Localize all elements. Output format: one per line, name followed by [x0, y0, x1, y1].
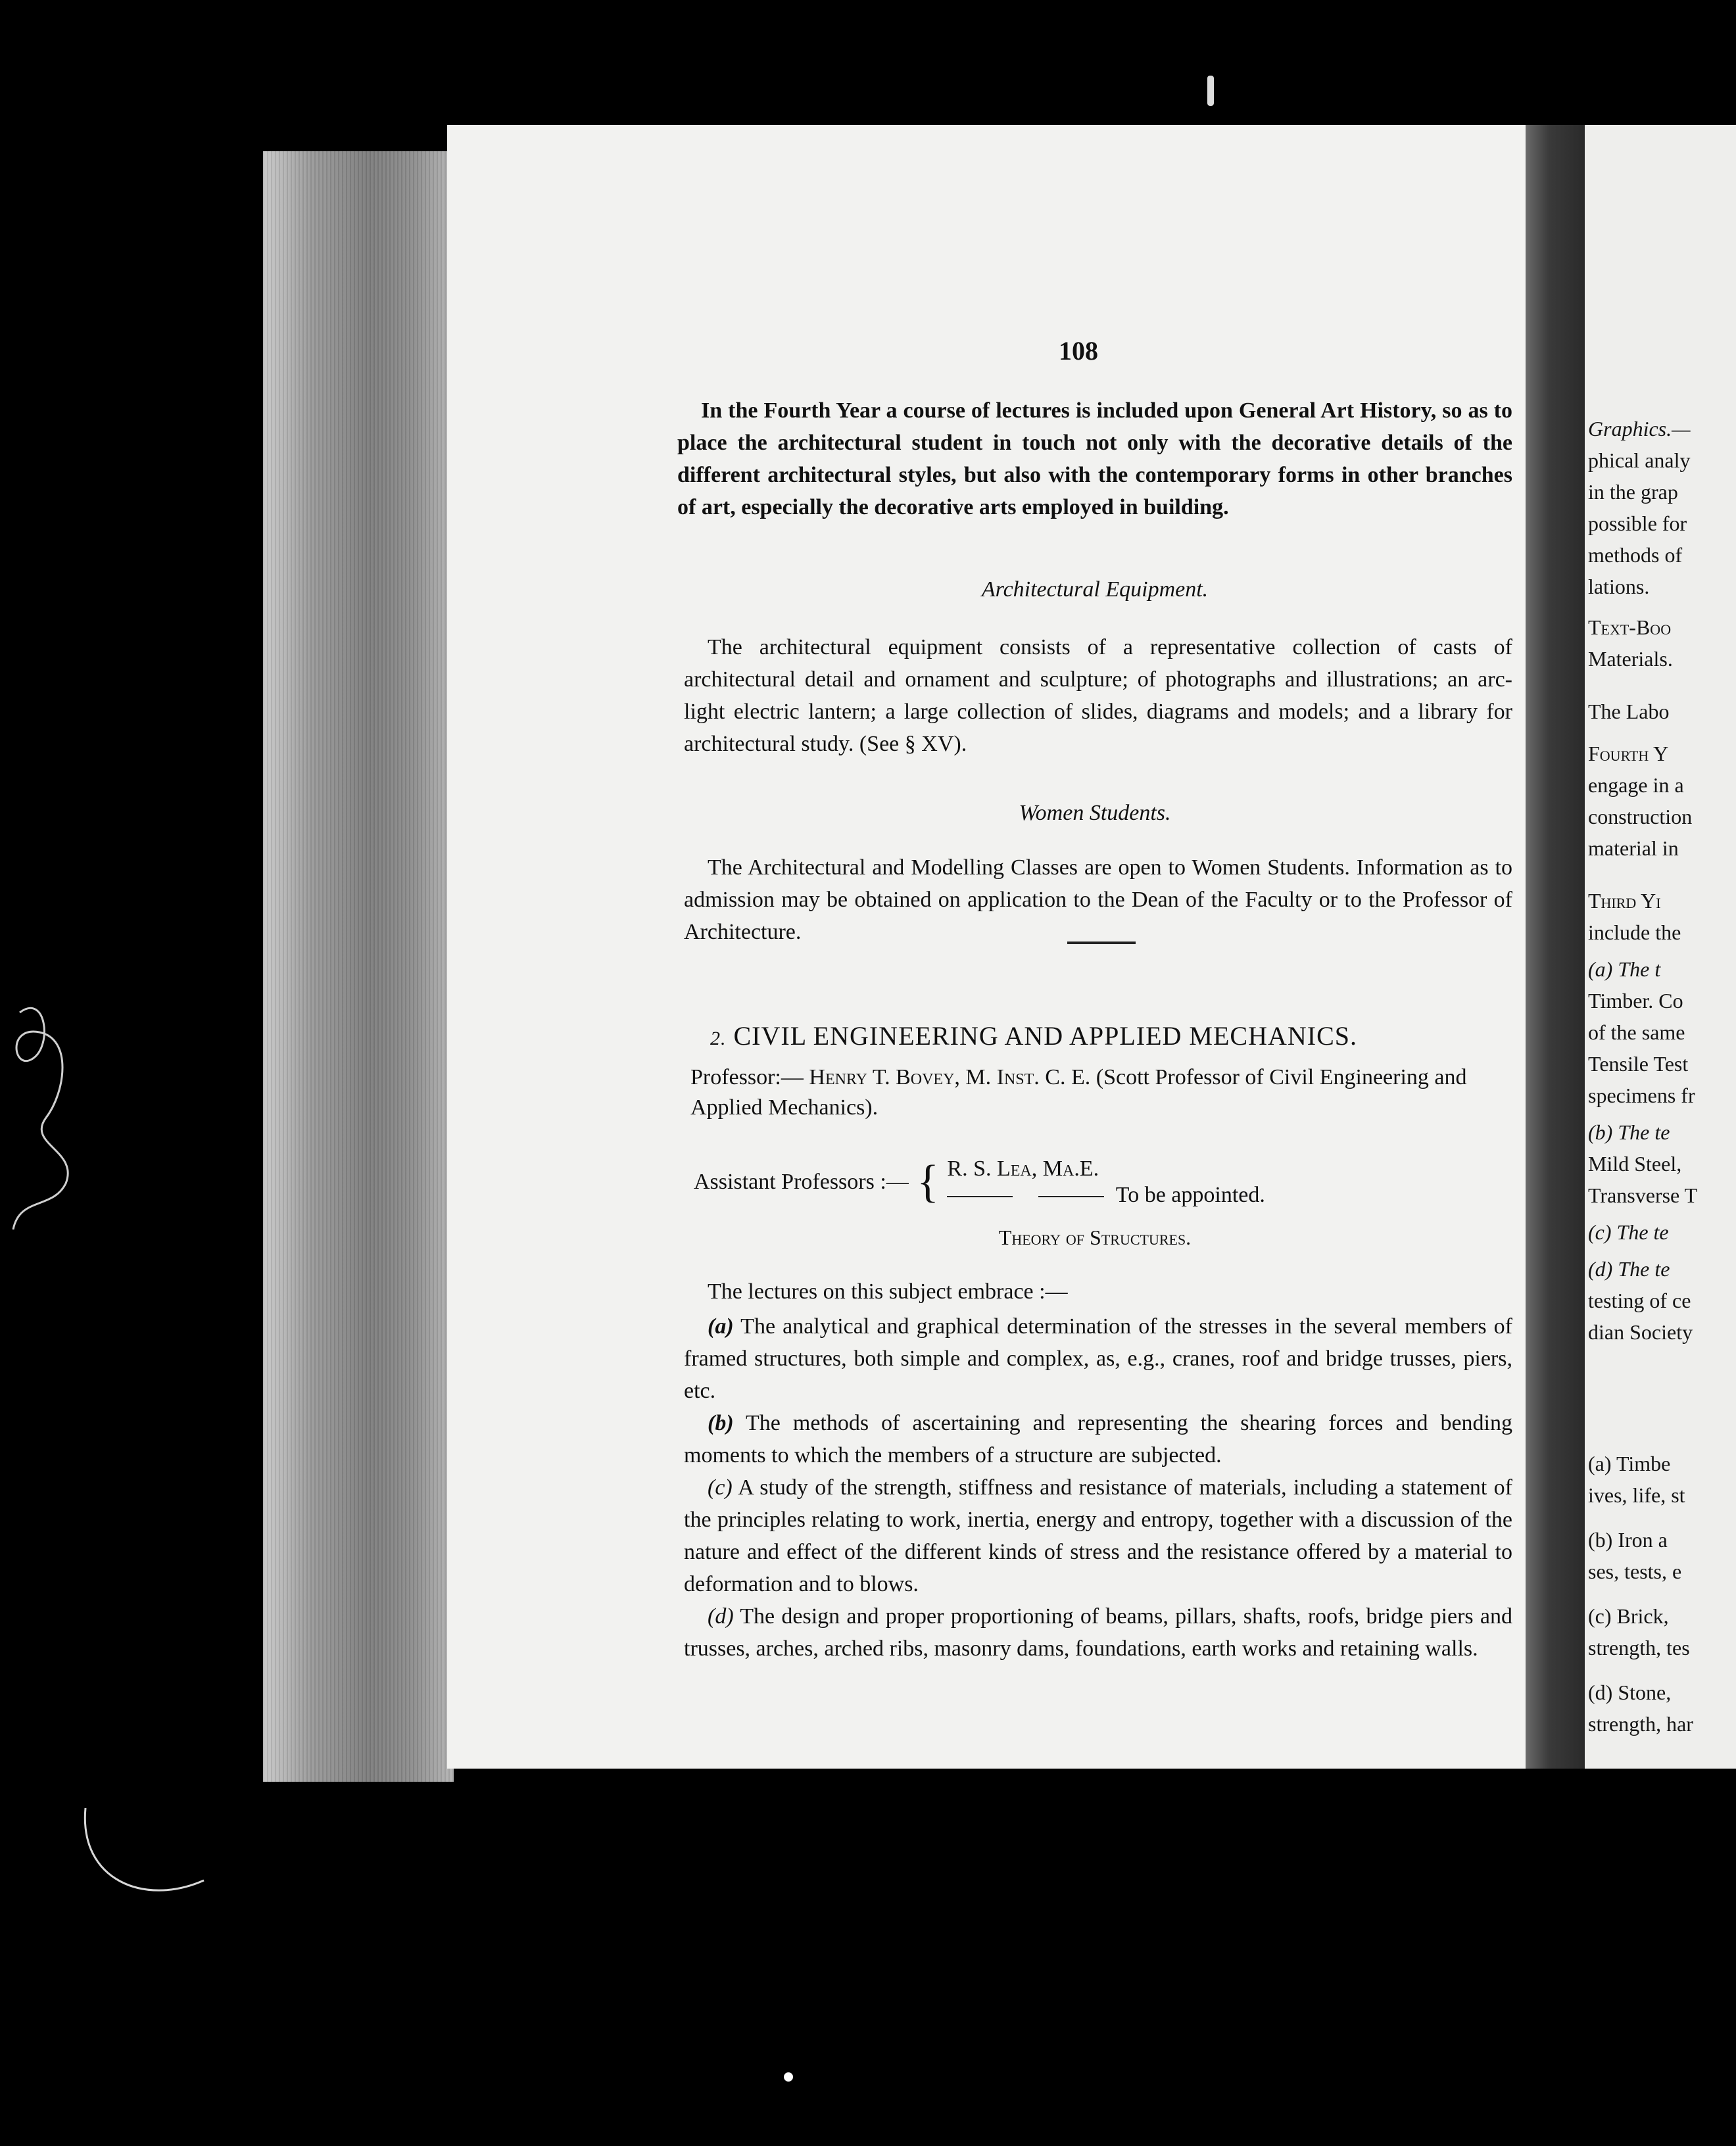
facing-line: Third Yi: [1588, 889, 1661, 913]
facing-line: (d) Stone,: [1588, 1681, 1672, 1704]
facing-line: The Labo: [1588, 700, 1670, 723]
heading-women-students: Women Students.: [1019, 801, 1171, 825]
facing-line: testing of ce: [1588, 1289, 1691, 1312]
facing-line: methods of: [1588, 543, 1683, 567]
scan-artifact-squiggle: [0, 986, 92, 1236]
scan-artifact-curve: [79, 1801, 210, 1907]
section-title: [710, 1020, 1499, 1051]
facing-line: (c) Brick,: [1588, 1604, 1669, 1628]
facing-line: material in: [1588, 836, 1679, 860]
item-label: (c): [708, 1475, 733, 1500]
facing-line: Materials.: [1588, 647, 1673, 671]
item-label: (a): [708, 1314, 734, 1339]
facing-line: specimens fr: [1588, 1084, 1695, 1107]
facing-line: strength, tes: [1588, 1636, 1690, 1659]
professor-label: Professor:—: [690, 1065, 804, 1089]
facing-line: (c) The te: [1588, 1220, 1669, 1244]
item-text: The methods of ascertaining and representing the shearing forces and bending moments to which the members of a structure are subjected.: [684, 1411, 1512, 1467]
assistant-2: To be appointed.: [1115, 1183, 1265, 1207]
facing-line: (b) Iron a: [1588, 1528, 1668, 1552]
subheading-theory: Theory of Structures.: [998, 1226, 1192, 1249]
professor-title: (Scott Professor of Civil Engineering and Applied Mechanics).: [690, 1065, 1467, 1120]
facing-line: Timber. Co: [1588, 989, 1683, 1013]
assistant-1: R. S. Lea, Ma.E.: [947, 1156, 1099, 1181]
scan-artifact-dust: [784, 2072, 793, 2082]
equipment-paragraph: [684, 631, 1512, 760]
assistant-label: Assistant Professors :—: [694, 1170, 909, 1194]
facing-line: Tensile Test: [1588, 1052, 1689, 1076]
facing-line: phical analy: [1588, 448, 1691, 472]
assistant-list: [947, 1156, 1265, 1208]
list-item: [684, 1407, 1512, 1471]
facing-line: strength, har: [1588, 1712, 1693, 1736]
facing-line: Transverse T: [1588, 1183, 1698, 1207]
facing-line: Mild Steel,: [1588, 1152, 1682, 1176]
section-title-text: CIVIL ENGINEERING AND APPLIED MECHANICS.: [733, 1021, 1357, 1051]
facing-line: dian Society: [1588, 1320, 1693, 1344]
assistant-2-line: [947, 1182, 1265, 1208]
facing-line: construction: [1588, 805, 1693, 828]
professor-name: Henry T. Bovey, M. Inst. C. E.: [809, 1065, 1091, 1089]
item-text: The analytical and graphical determination of the stresses in the several members of framed structures, both simple and complex, as, e.g., cranes, roof and bridge trusses, piers, etc.: [684, 1314, 1512, 1403]
women-text: The Architectural and Modelling Classes are open to Women Students. Information as to admission may be obtained on application to the Dean of the Faculty or to the Professor of Architecture.: [684, 855, 1512, 944]
item-label: (b): [708, 1411, 734, 1435]
heading-architectural-equipment: Architectural Equipment.: [981, 577, 1209, 602]
facing-line: (b) The te: [1588, 1120, 1670, 1144]
page-number: 108: [1059, 336, 1098, 366]
facing-line: in the grap: [1588, 480, 1678, 504]
professor-entry: [690, 1062, 1512, 1123]
section-divider: [1067, 942, 1136, 944]
equipment-text: The architectural equipment consists of a representative collection of casts of architectural detail and ornament and sculpture; of photographs and illustrations; an arc-light electric lantern; a large collection of slides, diagrams and models; and a library for architectural study. (See § XV).: [684, 635, 1512, 756]
facing-line: ives, life, st: [1588, 1483, 1685, 1507]
intro-paragraph: [677, 394, 1512, 523]
list-item: [684, 1600, 1512, 1665]
facing-line: include the: [1588, 920, 1681, 944]
scan-artifact-dust: [1207, 76, 1214, 106]
facing-line: (a) The t: [1588, 957, 1661, 981]
section-number: 2.: [710, 1028, 727, 1049]
facing-line: ses, tests, e: [1588, 1560, 1682, 1583]
page-edge-left: [263, 151, 454, 1782]
list-item: [684, 1310, 1512, 1407]
facing-line: possible for: [1588, 512, 1687, 535]
facing-line: (d) The te: [1588, 1257, 1670, 1281]
women-paragraph: [684, 851, 1512, 948]
facing-line: of the same: [1588, 1020, 1685, 1044]
blank-line: [947, 1196, 1013, 1197]
facing-line: Graphics.—: [1588, 417, 1691, 441]
item-label: (d): [708, 1604, 734, 1629]
facing-line: lations.: [1588, 575, 1650, 598]
facing-line: engage in a: [1588, 773, 1684, 797]
brace: {: [917, 1156, 939, 1207]
blank-line: [1038, 1196, 1104, 1197]
book-gutter: [1526, 125, 1585, 1769]
assistant-professors: [694, 1156, 1265, 1208]
item-text: A study of the strength, stiffness and resistance of materials, including a statement of the principles relating to work, inertia, energy and entropy, together with a discussion of the nature and effect of the different kinds of stress and the resistance offered by a material to deformation and to blows.: [684, 1475, 1512, 1596]
lectures-intro: The lectures on this subject embrace :—: [708, 1279, 1068, 1304]
facing-line: Text-Boo: [1588, 615, 1672, 639]
lectures-list: [684, 1276, 1512, 1665]
facing-page: [1585, 125, 1736, 1769]
intro-text: In the Fourth Year a course of lectures is included upon General Art History, so as to place the architectural student in touch not only with the decorative details of the different architectural styles, but also with the contemporary forms in other branches of art, especially the decorative arts employed in building.: [677, 398, 1512, 519]
list-item: [684, 1471, 1512, 1600]
facing-line: Fourth Y: [1588, 742, 1669, 765]
facing-line: (a) Timbe: [1588, 1452, 1671, 1475]
item-text: The design and proper proportioning of beams, pillars, shafts, roofs, bridge piers and trusses, arches, arched ribs, masonry dams, foundations, earth works and retaining walls.: [684, 1604, 1512, 1661]
